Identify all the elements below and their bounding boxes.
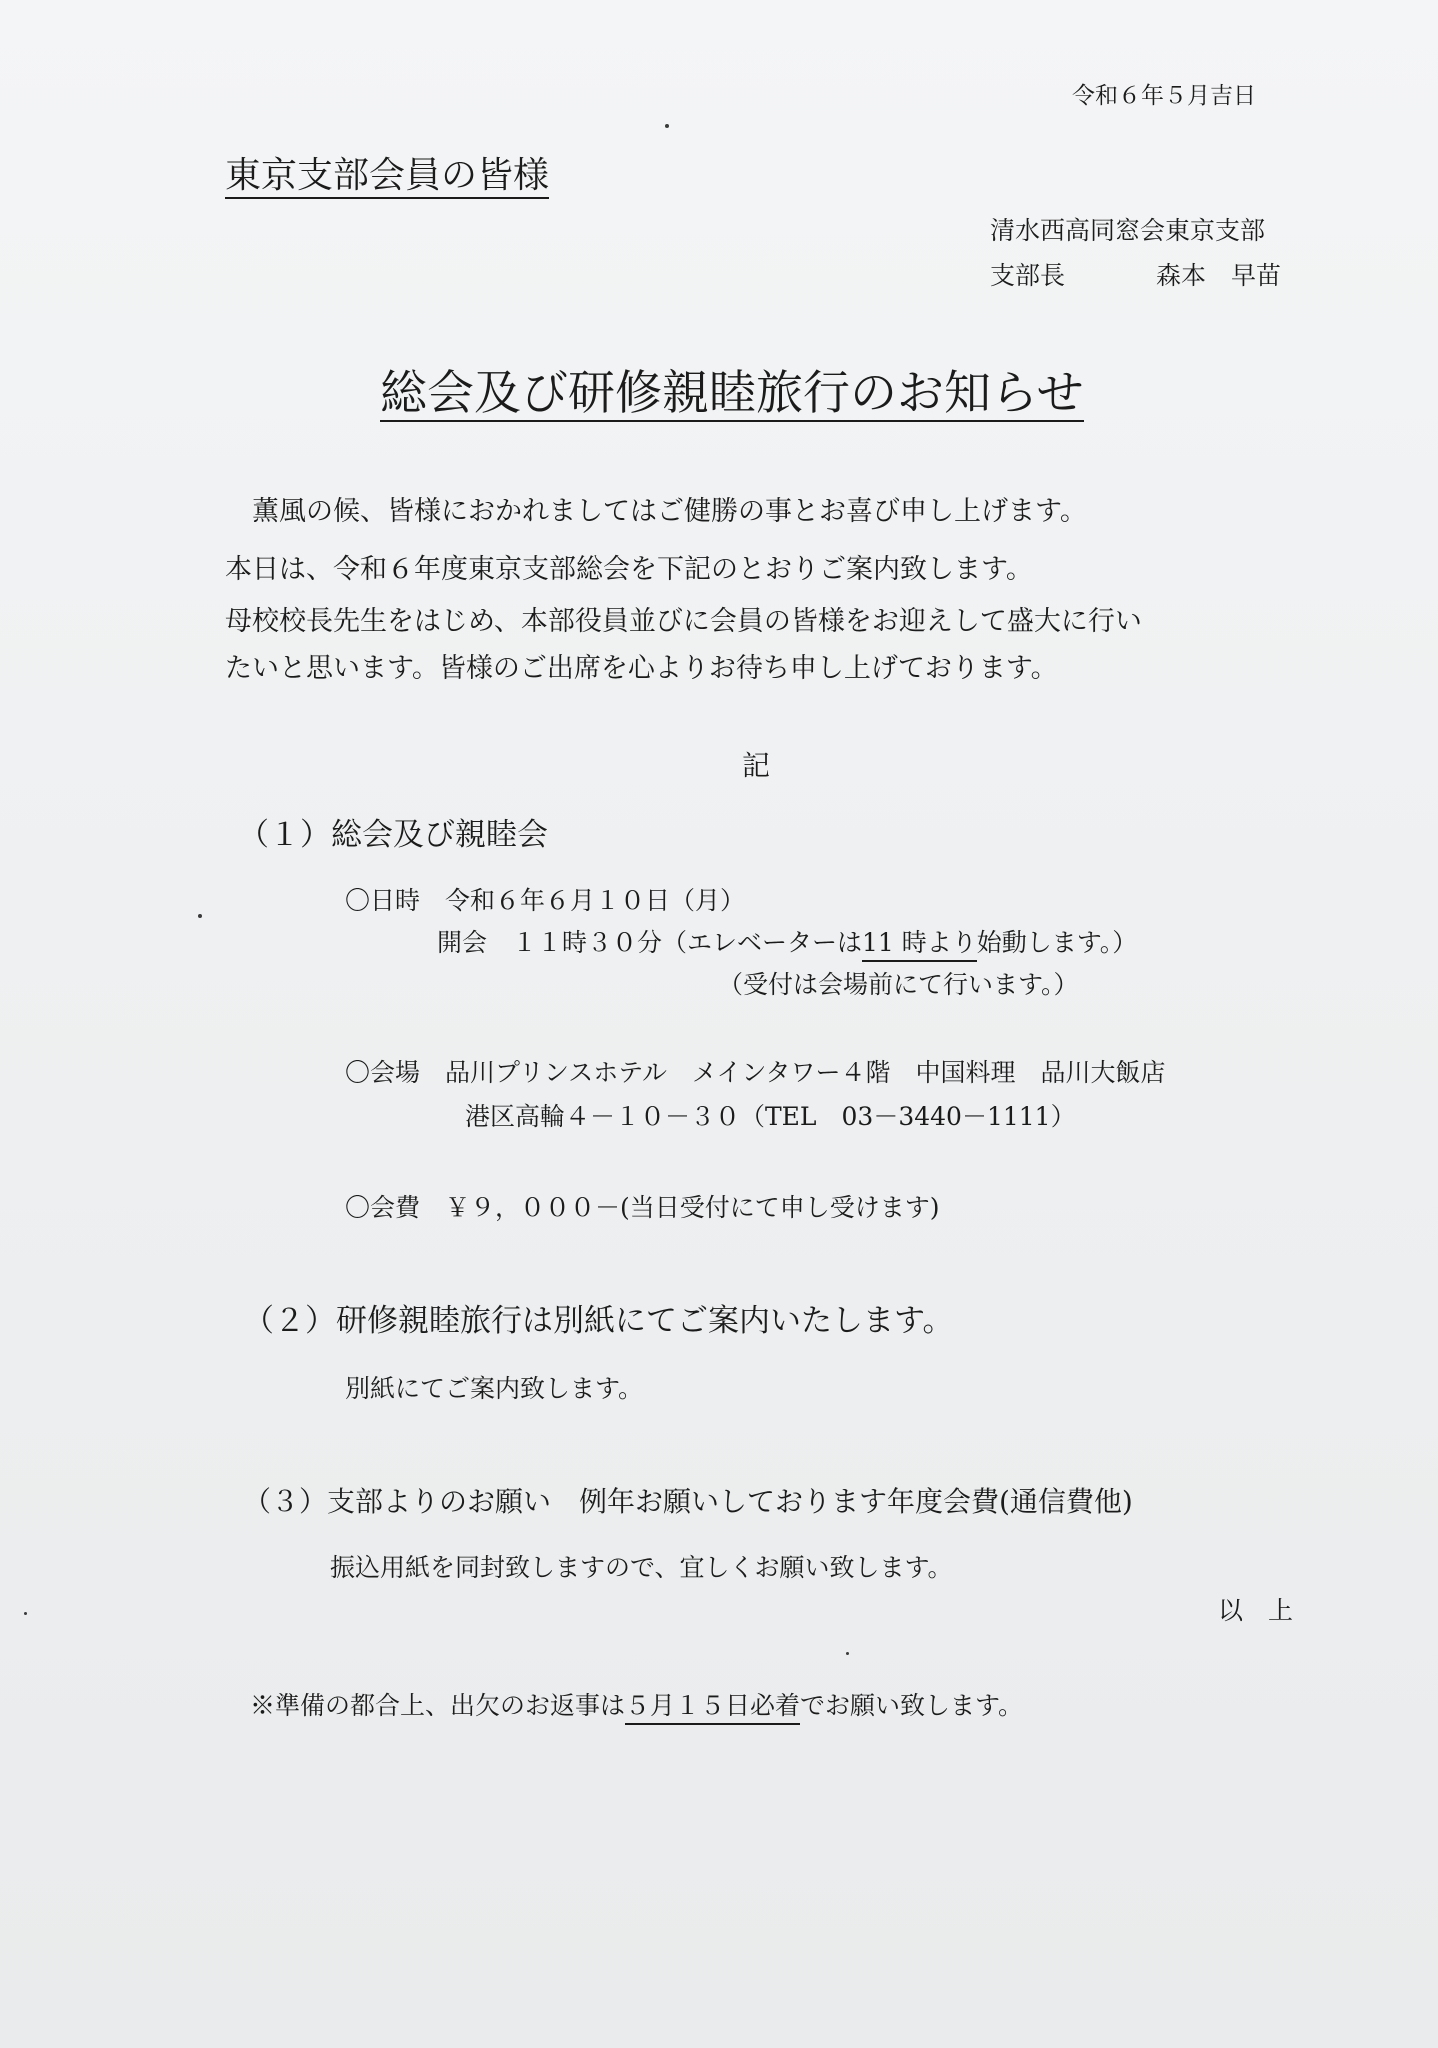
section3-note: 振込用紙を同封致しますので、宜しくお願い致します。 [330, 1553, 953, 1582]
section1-address: 港区高輪４－１０－３０（TEL 03－3440－1111） [465, 1102, 1076, 1131]
speck-edge [24, 1612, 27, 1615]
ki-mark: 記 [742, 749, 771, 782]
section1-heading: （１）総会及び親睦会 [238, 817, 548, 853]
section2-heading: （２）研修親睦旅行は別紙にてご案内いたします。 [243, 1303, 954, 1339]
speck-top [665, 124, 669, 128]
section1-reception: （受付は会場前にて行います。） [718, 970, 1079, 999]
section1-fee: 〇会費 ￥９，０００－(当日受付にて申し受けます) [345, 1193, 940, 1222]
opening-suffix: 始動します。） [976, 928, 1138, 957]
intro-line-1: 薫風の候、皆様におかれましてはご健勝の事とお喜び申し上げます。 [252, 496, 1087, 527]
section2-note: 別紙にてご案内致します。 [345, 1374, 644, 1403]
speck-lower [846, 1652, 849, 1655]
intro-line-4: たいと思います。皆様のご出席を心よりお待ち申し上げております。 [225, 653, 1058, 684]
intro-line-2: 本日は、令和６年度東京支部総会を下記のとおりご案内致します。 [225, 554, 1033, 585]
closing-mark: 以 上 [1218, 1596, 1294, 1625]
section3-heading: （３）支部よりのお願い 例年お願いしております年度会費(通信費他) [243, 1485, 1133, 1518]
intro-line-3: 母校校長先生をはじめ、本部役員並びに会員の皆様をお迎えして盛大に行い [225, 606, 1142, 637]
footnote-suffix: でお願い致します。 [800, 1691, 1024, 1720]
speck-left [198, 914, 202, 918]
page-title: 総会及び研修親睦旅行のお知らせ [380, 366, 1084, 421]
section1-venue: 〇会場 品川プリンスホテル メインタワー４階 中国料理 品川大飯店 [345, 1058, 1166, 1087]
footnote-line [250, 1693, 1023, 1718]
recipient-line: 東京支部会員の皆様 [225, 158, 549, 199]
opening-emphasis: 11 時より [862, 928, 977, 962]
footnote-text: ※準備の都合上、出欠のお返事は [250, 1691, 626, 1720]
sender-name: 森本 早苗 [1156, 261, 1282, 290]
section1-datetime: 〇日時 令和６年６月１０日（月） [345, 886, 746, 915]
sender-org: 清水西高同窓会東京支部 [990, 216, 1266, 245]
footnote-deadline: ５月１５日必着 [625, 1691, 800, 1725]
date-line: 令和６年５月吉日 [1072, 83, 1256, 109]
sender-role: 支部長 [990, 261, 1066, 290]
section1-opening [437, 930, 1137, 955]
opening-text: 開会 １１時３０分（エレベーターは [437, 928, 863, 957]
